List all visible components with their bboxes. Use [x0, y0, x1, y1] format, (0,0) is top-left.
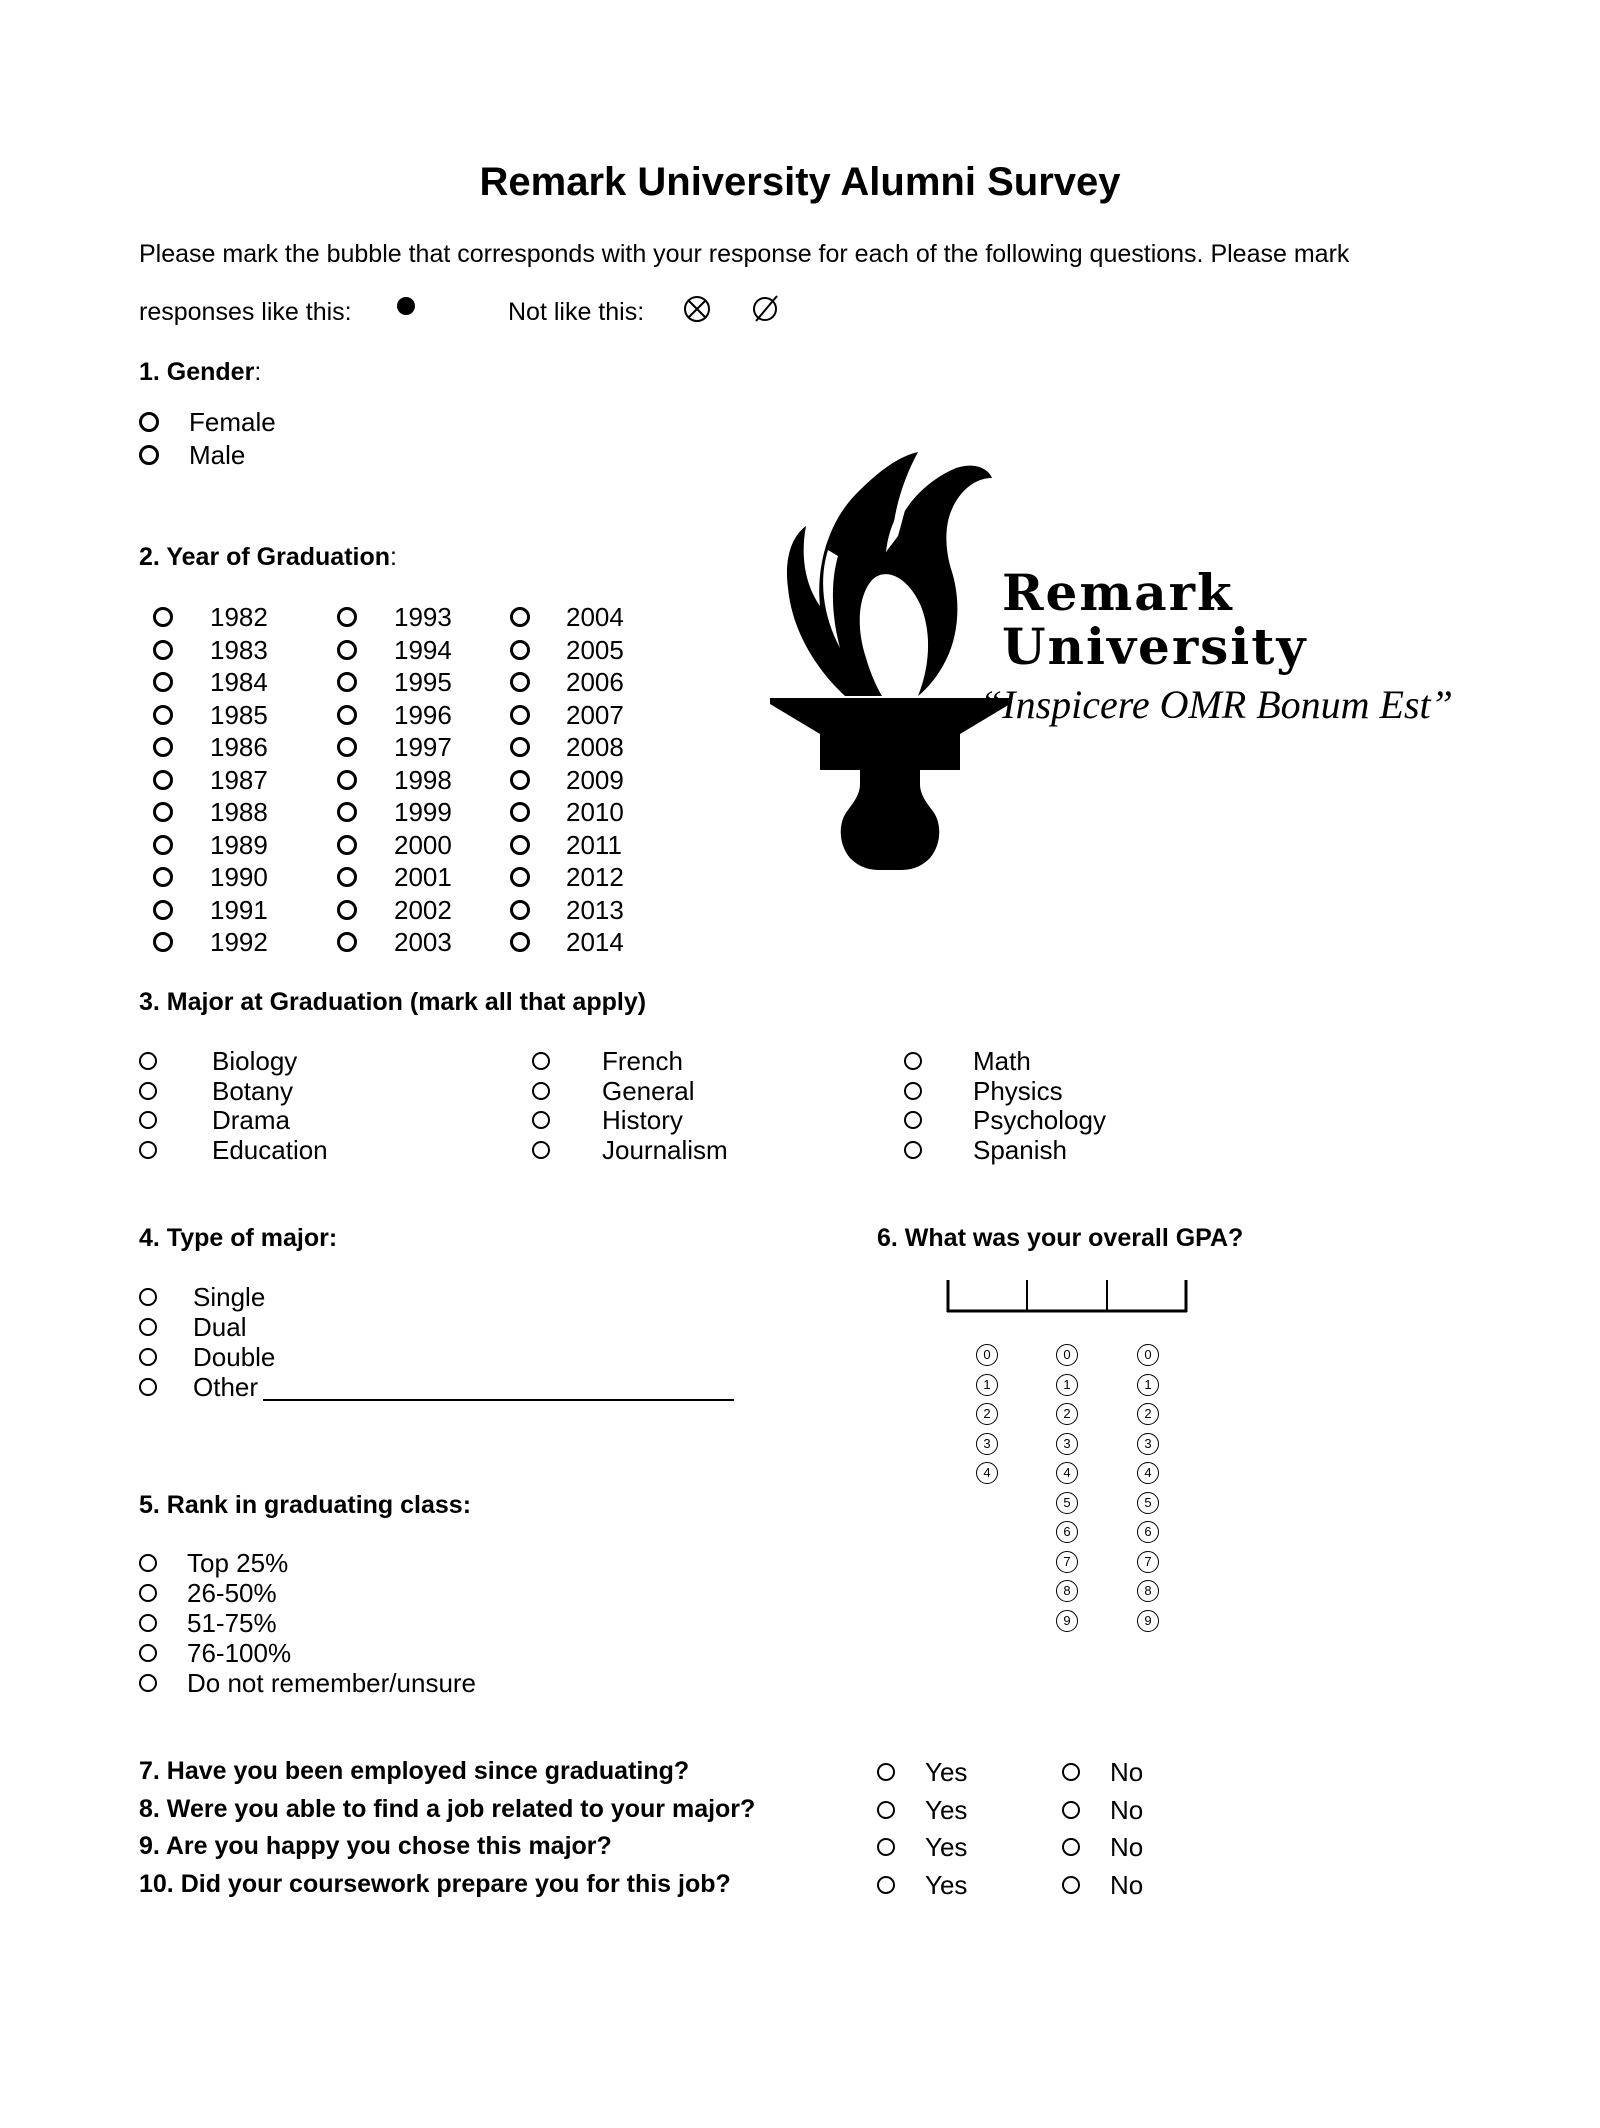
- question-2-label: 2. Year of Graduation:: [139, 543, 397, 571]
- year-option-2013-bubble[interactable]: [510, 900, 530, 920]
- crossed-bubble-example-icon: [682, 294, 712, 324]
- major-option-math-label: Math: [973, 1046, 1031, 1076]
- gpa-digit-1-1-bubble[interactable]: 1: [976, 1374, 998, 1396]
- question-7-no-bubble[interactable]: [1062, 1763, 1080, 1781]
- question-7-yes-label: Yes: [925, 1757, 968, 1787]
- gpa-digit-1-2-bubble[interactable]: 2: [976, 1403, 998, 1425]
- major-option-french-label: French: [602, 1046, 683, 1076]
- year-option-1986-bubble[interactable]: [153, 737, 173, 757]
- year-option-2001-label: 2001: [394, 862, 452, 892]
- gender-option-female-label: Female: [189, 407, 276, 437]
- question-4-label: 4. Type of major:: [139, 1224, 338, 1252]
- gender-option-male-label: Male: [189, 440, 246, 470]
- major-option-history-label: History: [602, 1105, 683, 1135]
- gpa-digit-3-7-bubble[interactable]: 7: [1137, 1551, 1159, 1573]
- question-7-yes-bubble[interactable]: [877, 1763, 895, 1781]
- year-option-1989-bubble[interactable]: [153, 835, 173, 855]
- year-option-2006-label: 2006: [566, 667, 624, 697]
- major-option-biology-label: Biology: [212, 1046, 298, 1076]
- torch-logo-icon: [770, 448, 1010, 872]
- gpa-digit-3-5-bubble[interactable]: 5: [1137, 1492, 1159, 1514]
- major-option-french-bubble[interactable]: [532, 1052, 550, 1070]
- year-option-2010-label: 2010: [566, 797, 624, 827]
- gpa-digit-3-4-bubble[interactable]: 4: [1137, 1462, 1159, 1484]
- major-option-spanish-bubble[interactable]: [904, 1141, 922, 1159]
- question-9-no-bubble[interactable]: [1062, 1838, 1080, 1856]
- major-option-biology-bubble[interactable]: [139, 1052, 157, 1070]
- year-option-1992-label: 1992: [210, 927, 268, 957]
- year-option-1989-label: 1989: [210, 829, 268, 860]
- gpa-digit-3-3-bubble[interactable]: 3: [1137, 1433, 1159, 1455]
- gpa-digit-2-1-bubble[interactable]: 1: [1056, 1374, 1078, 1396]
- year-option-1997-label: 1997: [394, 732, 452, 762]
- question-8-label: 8. Were you able to find a job related to your major?: [139, 1794, 756, 1823]
- year-option-2012-bubble[interactable]: [510, 867, 530, 887]
- gpa-digit-3-6-bubble[interactable]: 6: [1137, 1521, 1159, 1543]
- year-option-1984-label: 1984: [210, 667, 268, 697]
- major-type-option-single-bubble[interactable]: [139, 1288, 157, 1306]
- year-option-1994-label: 1994: [394, 634, 452, 665]
- question-8-no-label: No: [1110, 1794, 1144, 1825]
- major-option-psychology-bubble[interactable]: [904, 1111, 922, 1129]
- gender-option-male-bubble[interactable]: [139, 445, 159, 465]
- major-option-history-bubble[interactable]: [532, 1111, 550, 1129]
- question-9-label: 9. Are you happy you chose this major?: [139, 1832, 612, 1860]
- year-option-2001-bubble[interactable]: [337, 867, 357, 887]
- year-option-1996-label: 1996: [394, 699, 452, 730]
- gpa-digit-1-3-bubble[interactable]: 3: [976, 1433, 998, 1455]
- major-type-option-dual-label: Dual: [193, 1312, 247, 1342]
- major-option-education-bubble[interactable]: [139, 1141, 157, 1159]
- year-option-2004-label: 2004: [566, 602, 624, 632]
- filled-bubble-example: [397, 297, 415, 315]
- year-option-1995-bubble[interactable]: [337, 672, 357, 692]
- rank-option-2-label: 26-50%: [187, 1578, 277, 1608]
- major-option-journalism-bubble[interactable]: [532, 1141, 550, 1159]
- year-option-1987-bubble[interactable]: [153, 770, 173, 790]
- question-9-no-label: No: [1110, 1832, 1144, 1862]
- question-1-label: 1. Gender:: [139, 358, 262, 386]
- gpa-digit-2-5-bubble[interactable]: 5: [1056, 1492, 1078, 1514]
- year-option-2014-bubble[interactable]: [510, 932, 530, 952]
- year-option-1994-bubble[interactable]: [337, 640, 357, 660]
- gpa-digit-2-9-bubble[interactable]: 9: [1056, 1610, 1078, 1632]
- logo-motto: “Inspicere OMR Bonum Est”: [980, 682, 1453, 727]
- question-8-yes-label: Yes: [925, 1794, 968, 1825]
- year-option-2005-bubble[interactable]: [510, 640, 530, 660]
- major-option-general-bubble[interactable]: [532, 1082, 550, 1100]
- question-9-yes-label: Yes: [925, 1832, 968, 1862]
- question-7-no-label: No: [1110, 1757, 1144, 1787]
- year-option-1982-bubble[interactable]: [153, 607, 173, 627]
- year-option-2014-label: 2014: [566, 927, 624, 957]
- year-option-1990-label: 1990: [210, 862, 268, 892]
- major-option-psychology-label: Psychology: [973, 1105, 1106, 1135]
- question-5-label: 5. Rank in graduating class:: [139, 1491, 472, 1519]
- instructions-not-like-this: Not like this:: [508, 298, 645, 326]
- major-option-botany-bubble[interactable]: [139, 1082, 157, 1100]
- year-option-1995-label: 1995: [394, 667, 452, 697]
- gpa-digit-2-0-bubble[interactable]: 0: [1056, 1344, 1078, 1366]
- year-option-1982-label: 1982: [210, 602, 268, 632]
- gpa-digit-2-6-bubble[interactable]: 6: [1056, 1521, 1078, 1543]
- question-8-no-bubble[interactable]: [1062, 1801, 1080, 1819]
- major-option-botany-label: Botany: [212, 1075, 293, 1106]
- year-option-1997-bubble[interactable]: [337, 737, 357, 757]
- gpa-write-in-boxes[interactable]: [945, 1278, 1191, 1314]
- slashed-bubble-example-icon: [749, 292, 781, 324]
- question-10-yes-bubble[interactable]: [877, 1876, 895, 1894]
- year-option-1984-bubble[interactable]: [153, 672, 173, 692]
- year-option-2011-label: 2011: [566, 829, 622, 860]
- rank-option-1-bubble[interactable]: [139, 1554, 157, 1572]
- year-option-2005-label: 2005: [566, 634, 624, 665]
- major-option-general-label: General: [602, 1075, 695, 1106]
- logo-word-university: University: [1002, 617, 1308, 676]
- year-option-2011-bubble[interactable]: [510, 835, 530, 855]
- major-type-option-other-label: Other: [193, 1372, 259, 1402]
- major-type-option-double-label: Double: [193, 1342, 276, 1372]
- major-option-physics-label: Physics: [973, 1075, 1063, 1106]
- question-7-label: 7. Have you been employed since graduating?: [139, 1757, 690, 1785]
- year-option-2008-bubble[interactable]: [510, 737, 530, 757]
- gpa-digit-2-2-bubble[interactable]: 2: [1056, 1403, 1078, 1425]
- year-option-2000-label: 2000: [394, 829, 452, 860]
- year-option-1998-label: 1998: [394, 764, 452, 795]
- gpa-digit-3-9-bubble[interactable]: 9: [1137, 1610, 1159, 1632]
- rank-option-3-label: 51-75%: [187, 1608, 277, 1638]
- major-type-option-double-bubble[interactable]: [139, 1348, 157, 1366]
- year-option-1992-bubble[interactable]: [153, 932, 173, 952]
- year-option-2012-label: 2012: [566, 862, 624, 892]
- survey-title: Remark University Alumni Survey: [479, 160, 1121, 204]
- question-10-no-bubble[interactable]: [1062, 1876, 1080, 1894]
- question-8-yes-bubble[interactable]: [877, 1801, 895, 1819]
- year-option-1999-label: 1999: [394, 797, 452, 827]
- year-option-1996-bubble[interactable]: [337, 705, 357, 725]
- major-type-option-dual-bubble[interactable]: [139, 1318, 157, 1336]
- year-option-1985-label: 1985: [210, 699, 268, 730]
- question-9-yes-bubble[interactable]: [877, 1838, 895, 1856]
- gpa-digit-3-8-bubble[interactable]: 8: [1137, 1580, 1159, 1602]
- year-option-1999-bubble[interactable]: [337, 802, 357, 822]
- year-option-1990-bubble[interactable]: [153, 867, 173, 887]
- year-option-2000-bubble[interactable]: [337, 835, 357, 855]
- other-write-in-line[interactable]: [263, 1399, 734, 1401]
- year-option-1991-bubble[interactable]: [153, 900, 173, 920]
- major-option-spanish-label: Spanish: [973, 1134, 1067, 1165]
- gpa-digit-2-7-bubble[interactable]: 7: [1056, 1551, 1078, 1573]
- question-6-label: 6. What was your overall GPA?: [877, 1224, 1244, 1252]
- rank-option-4-bubble[interactable]: [139, 1644, 157, 1662]
- year-option-2007-label: 2007: [566, 699, 624, 730]
- year-option-1998-bubble[interactable]: [337, 770, 357, 790]
- year-option-1985-bubble[interactable]: [153, 705, 173, 725]
- year-option-1986-label: 1986: [210, 732, 268, 762]
- year-option-2004-bubble[interactable]: [510, 607, 530, 627]
- major-type-option-single-label: Single: [193, 1282, 266, 1312]
- year-option-2003-bubble[interactable]: [337, 932, 357, 952]
- major-option-math-bubble[interactable]: [904, 1052, 922, 1070]
- year-option-1993-bubble[interactable]: [337, 607, 357, 627]
- rank-option-1-label: Top 25%: [187, 1548, 289, 1578]
- major-option-physics-bubble[interactable]: [904, 1082, 922, 1100]
- year-option-2003-label: 2003: [394, 927, 452, 957]
- question-3-label: 3. Major at Graduation (mark all that apply): [139, 988, 647, 1016]
- year-option-1993-label: 1993: [394, 602, 452, 632]
- year-option-2002-label: 2002: [394, 894, 452, 925]
- gpa-digit-2-4-bubble[interactable]: 4: [1056, 1462, 1078, 1484]
- rank-option-2-bubble[interactable]: [139, 1584, 157, 1602]
- instructions-line1: Please mark the bubble that corresponds with your response for each of the following questions. Please mark: [139, 240, 1350, 268]
- year-option-2010-bubble[interactable]: [510, 802, 530, 822]
- gpa-digit-3-2-bubble[interactable]: 2: [1137, 1403, 1159, 1425]
- year-option-1988-bubble[interactable]: [153, 802, 173, 822]
- year-option-2013-label: 2013: [566, 894, 624, 925]
- gpa-digit-3-1-bubble[interactable]: 1: [1137, 1374, 1159, 1396]
- rank-option-3-bubble[interactable]: [139, 1614, 157, 1632]
- major-option-education-label: Education: [212, 1134, 328, 1165]
- year-option-1991-label: 1991: [210, 894, 268, 925]
- question-10-label: 10. Did your coursework prepare you for this job?: [139, 1869, 731, 1898]
- year-option-1983-bubble[interactable]: [153, 640, 173, 660]
- year-option-1987-label: 1987: [210, 764, 268, 795]
- gpa-digit-1-4-bubble[interactable]: 4: [976, 1462, 998, 1484]
- year-option-1988-label: 1988: [210, 797, 268, 827]
- logo-word-remark: Remark: [1002, 563, 1234, 622]
- rank-option-5-label: Do not remember/unsure: [187, 1668, 477, 1698]
- gpa-digit-3-0-bubble[interactable]: 0: [1137, 1344, 1159, 1366]
- major-option-journalism-label: Journalism: [602, 1134, 728, 1165]
- rank-option-4-label: 76-100%: [187, 1638, 292, 1668]
- question-10-no-label: No: [1110, 1869, 1144, 1900]
- year-option-2009-label: 2009: [566, 764, 624, 795]
- year-option-1983-label: 1983: [210, 634, 268, 665]
- major-option-drama-bubble[interactable]: [139, 1111, 157, 1129]
- rank-option-5-bubble[interactable]: [139, 1674, 157, 1692]
- instructions-like-this: responses like this:: [139, 298, 352, 326]
- gpa-digit-1-0-bubble[interactable]: 0: [976, 1344, 998, 1366]
- gpa-digit-2-3-bubble[interactable]: 3: [1056, 1433, 1078, 1455]
- year-option-2008-label: 2008: [566, 732, 624, 762]
- year-option-2002-bubble[interactable]: [337, 900, 357, 920]
- year-option-2006-bubble[interactable]: [510, 672, 530, 692]
- year-option-2009-bubble[interactable]: [510, 770, 530, 790]
- major-option-drama-label: Drama: [212, 1105, 291, 1135]
- gender-option-female-bubble[interactable]: [139, 412, 159, 432]
- question-10-yes-label: Yes: [925, 1869, 968, 1900]
- year-option-2007-bubble[interactable]: [510, 705, 530, 725]
- major-type-option-other-bubble[interactable]: [139, 1378, 157, 1396]
- gpa-digit-2-8-bubble[interactable]: 8: [1056, 1580, 1078, 1602]
